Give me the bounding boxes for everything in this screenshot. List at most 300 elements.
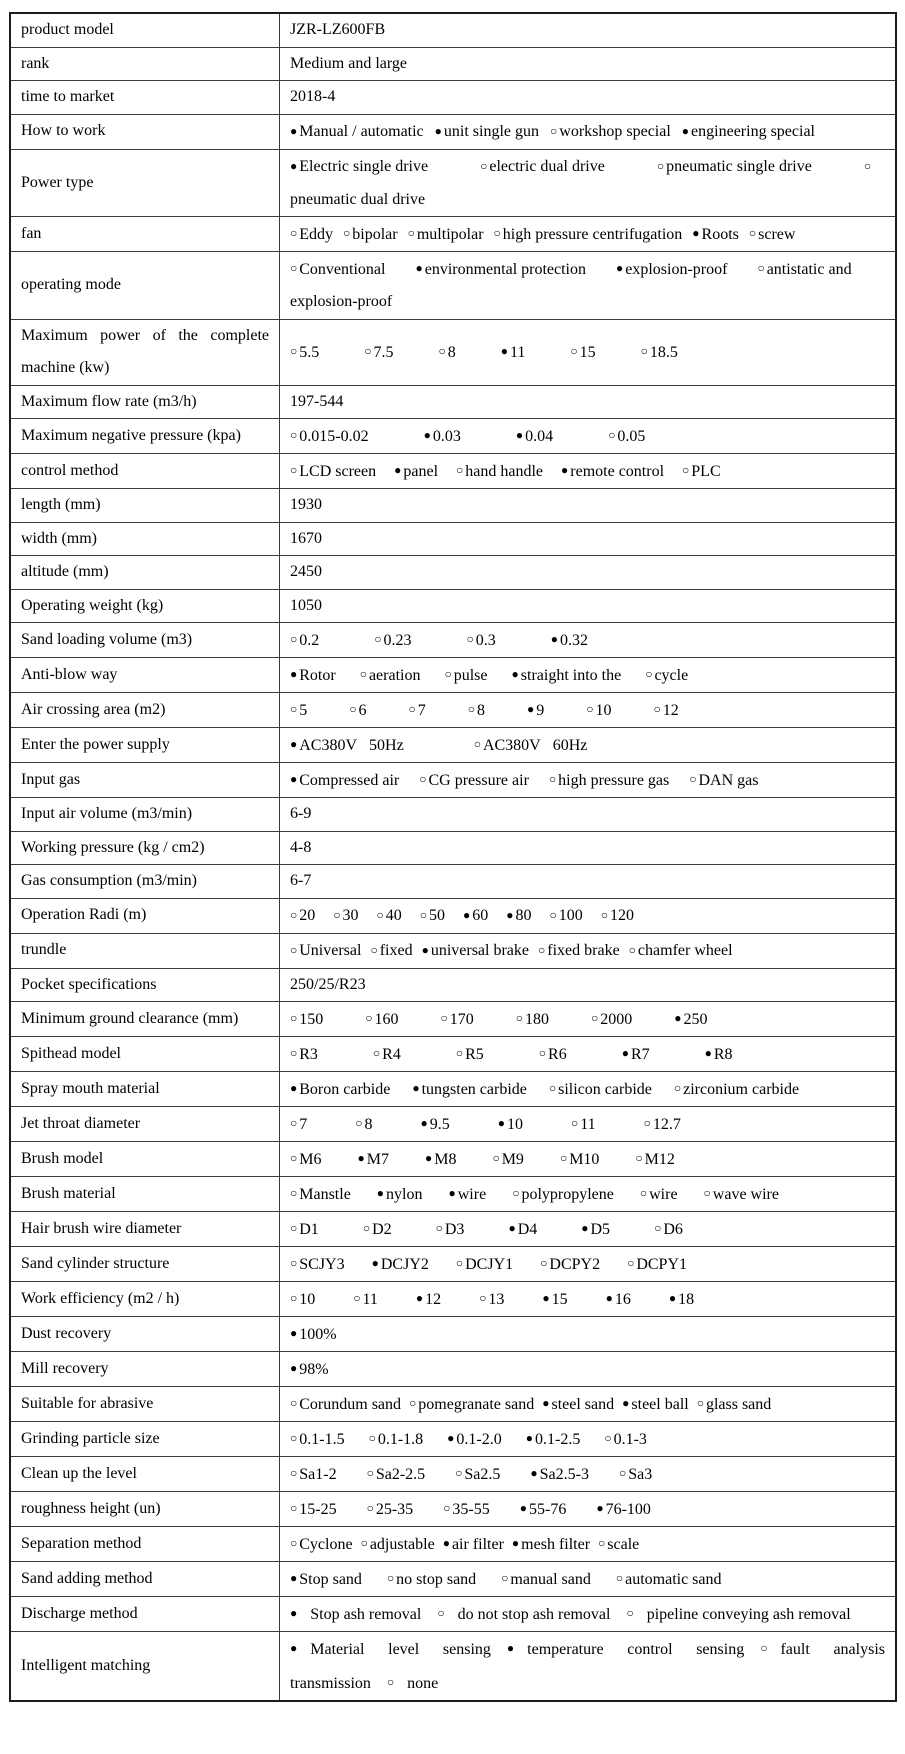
- option-label: high pressure centrifugation: [502, 225, 683, 243]
- row-value: 250/25/R23: [280, 968, 897, 1002]
- radio-filled-icon: ●: [674, 1011, 682, 1025]
- table-row: [10, 385, 896, 419]
- option: [608, 428, 645, 445]
- option-label: 12.7: [652, 1115, 681, 1133]
- option-label: R5: [465, 1045, 484, 1063]
- row-value: [280, 1387, 897, 1422]
- radio-filled-icon: ●: [681, 123, 690, 138]
- row-label: Suitable for abrasive: [10, 1387, 280, 1422]
- radio-empty-icon: ○: [359, 667, 367, 681]
- radio-filled-icon: ●: [290, 772, 298, 786]
- table-row: [10, 1177, 896, 1212]
- row-value: 2450: [280, 556, 897, 590]
- radio-empty-icon: ○: [643, 1116, 651, 1130]
- option: [674, 1081, 799, 1098]
- option: [674, 1011, 707, 1028]
- row-label: Maximum flow rate (m3/h): [10, 385, 280, 419]
- option-label: 15-25: [299, 1500, 337, 1518]
- option-label: 20: [299, 907, 316, 924]
- option: [480, 158, 605, 175]
- option-label: Stop ash removal: [310, 1605, 422, 1623]
- radio-filled-icon: ●: [561, 463, 569, 477]
- option: [290, 1536, 353, 1553]
- option: [629, 942, 733, 959]
- row-label: Gas consumption (m3/min): [10, 865, 280, 899]
- radio-empty-icon: ○: [290, 1011, 298, 1025]
- table-row: [10, 1597, 896, 1632]
- table-row: [10, 968, 896, 1002]
- option: [474, 737, 588, 754]
- option-label: aeration: [368, 666, 421, 684]
- radio-filled-icon: ●: [447, 1431, 455, 1445]
- option-label: DCJY2: [380, 1255, 429, 1273]
- option-label: 2000: [600, 1010, 633, 1028]
- option: [394, 463, 438, 480]
- table-row: [10, 1037, 896, 1072]
- option: [657, 158, 812, 175]
- option: [409, 702, 426, 719]
- option-label: D3: [444, 1220, 465, 1238]
- option-label: 80: [515, 907, 532, 924]
- row-label: Work efficiency (m2 / h): [10, 1282, 280, 1317]
- option: [439, 344, 456, 361]
- option-label: 50: [429, 907, 445, 924]
- table-row: [10, 623, 896, 658]
- radio-filled-icon: ●: [542, 1291, 550, 1305]
- row-label: product model: [10, 13, 280, 47]
- table-row: [10, 149, 896, 217]
- option-label: 7.5: [373, 343, 394, 361]
- option-label: pomegranate sand: [418, 1395, 535, 1413]
- option-label: 12: [662, 701, 679, 719]
- option: [290, 1256, 345, 1273]
- option: [290, 1291, 315, 1308]
- option: [420, 907, 445, 924]
- option-label: 100: [558, 907, 583, 924]
- spec-table: [9, 12, 897, 1702]
- option-label: 9: [536, 701, 545, 719]
- option: [516, 428, 553, 445]
- radio-empty-icon: ○: [628, 942, 636, 957]
- radio-filled-icon: ●: [415, 1291, 424, 1305]
- row-value: [280, 1352, 897, 1387]
- row-value: 1930: [280, 489, 897, 523]
- option: [387, 1675, 438, 1692]
- option-label: Rotor: [299, 666, 336, 684]
- row-value: [280, 1527, 897, 1562]
- option: [601, 907, 634, 924]
- option: [616, 1571, 722, 1588]
- option: [539, 1046, 567, 1063]
- table-row: [10, 865, 896, 899]
- radio-empty-icon: ○: [604, 1431, 612, 1445]
- radio-empty-icon: ○: [501, 1571, 509, 1585]
- radio-filled-icon: ●: [497, 1116, 505, 1130]
- radio-filled-icon: ●: [530, 1466, 538, 1480]
- option: [353, 1291, 378, 1308]
- option-label: straight into the: [520, 666, 622, 684]
- row-value: [280, 217, 897, 252]
- option-label: 120: [610, 907, 634, 924]
- option: [561, 463, 664, 480]
- radio-empty-icon: ○: [548, 772, 557, 786]
- row-value: [280, 1247, 897, 1282]
- table-row: [10, 1317, 896, 1352]
- row-label: Sand cylinder structure: [10, 1247, 280, 1282]
- row-value: [280, 1597, 897, 1632]
- radio-empty-icon: ○: [654, 1221, 662, 1235]
- option-label: zirconium carbide: [683, 1080, 800, 1098]
- option: [412, 1081, 527, 1098]
- option: [697, 1396, 772, 1413]
- option: [374, 632, 411, 649]
- radio-empty-icon: ○: [559, 1151, 568, 1165]
- option-label: automatic sand: [625, 1570, 722, 1588]
- row-value: [280, 1002, 897, 1037]
- option: [571, 1116, 596, 1133]
- row-label: control method: [10, 454, 280, 489]
- option: [581, 1221, 610, 1238]
- table-row: [10, 556, 896, 590]
- option-label: 0.1-3: [613, 1430, 647, 1448]
- radio-filled-icon: ●: [357, 1151, 365, 1165]
- option: [635, 1151, 674, 1168]
- row-label: operating mode: [10, 252, 280, 320]
- table-row: [10, 798, 896, 832]
- option: [692, 226, 739, 243]
- option-label: fixed brake: [547, 942, 620, 959]
- row-label: Spithead model: [10, 1037, 280, 1072]
- option-label: 76-100: [605, 1500, 651, 1518]
- option: [527, 702, 544, 719]
- radio-empty-icon: ○: [571, 1116, 579, 1130]
- option: [443, 1501, 490, 1518]
- option: [749, 226, 796, 243]
- radio-empty-icon: ○: [370, 942, 378, 957]
- row-value: [280, 728, 897, 763]
- radio-empty-icon: ○: [290, 1291, 298, 1305]
- option-label: Sa2.5: [464, 1465, 501, 1483]
- option-label: 0.015-0.02: [299, 427, 369, 445]
- option-label: 0.2: [299, 631, 320, 649]
- option-label: 0.32: [560, 631, 588, 649]
- option-label: 12: [425, 1290, 442, 1308]
- option: [369, 1431, 424, 1448]
- table-row: [10, 252, 896, 320]
- option-label: M7: [366, 1150, 389, 1168]
- option: [626, 1606, 850, 1623]
- radio-filled-icon: ●: [616, 261, 624, 275]
- radio-empty-icon: ○: [409, 1396, 417, 1410]
- option-label: none: [407, 1674, 439, 1692]
- option-label: Corundum sand: [299, 1395, 402, 1413]
- radio-empty-icon: ○: [653, 702, 661, 716]
- radio-empty-icon: ○: [656, 158, 665, 173]
- option-label: D4: [517, 1220, 538, 1238]
- radio-filled-icon: ●: [550, 632, 558, 646]
- radio-filled-icon: ●: [442, 1536, 450, 1550]
- option: [421, 1116, 450, 1133]
- option-label: 0.03: [432, 427, 461, 445]
- option: [357, 1151, 388, 1168]
- radio-empty-icon: ○: [290, 1186, 298, 1200]
- row-value: [280, 319, 897, 385]
- radio-empty-icon: ○: [493, 226, 501, 240]
- table-row: [10, 1282, 896, 1317]
- option-label: pulse: [453, 666, 488, 684]
- option: [455, 1466, 500, 1483]
- row-label: Minimum ground clearance (mm): [10, 1002, 280, 1037]
- option: [408, 226, 484, 243]
- row-value: [280, 1142, 897, 1177]
- row-value: [280, 114, 897, 149]
- option-label: 0.05: [617, 427, 646, 445]
- radio-empty-icon: ○: [466, 632, 474, 646]
- row-value: [280, 1212, 897, 1247]
- option: [682, 123, 815, 140]
- radio-empty-icon: ○: [290, 942, 298, 957]
- radio-empty-icon: ○: [618, 1466, 627, 1480]
- radio-filled-icon: ●: [542, 1396, 550, 1410]
- radio-empty-icon: ○: [368, 1431, 376, 1445]
- radio-empty-icon: ○: [467, 702, 475, 716]
- option-label: 0.1-2.5: [534, 1430, 581, 1448]
- row-label: Spray mouth material: [10, 1072, 280, 1107]
- option: [512, 1536, 590, 1553]
- option-label: screw: [758, 225, 796, 243]
- option: [290, 1571, 362, 1588]
- radio-filled-icon: ●: [506, 1641, 515, 1655]
- option: [645, 667, 688, 684]
- table-row: [10, 489, 896, 523]
- option-label: 170: [449, 1010, 474, 1028]
- radio-empty-icon: ○: [512, 1186, 520, 1200]
- row-label: Sand loading volume (m3): [10, 623, 280, 658]
- row-label: Grinding particle size: [10, 1422, 280, 1457]
- option-label: 7: [299, 1115, 308, 1133]
- option-label: 98%: [299, 1360, 329, 1378]
- radio-empty-icon: ○: [673, 1081, 682, 1095]
- option: [526, 1431, 581, 1448]
- option: [290, 1081, 390, 1098]
- option-label: Conventional: [299, 260, 386, 278]
- option: [290, 632, 319, 649]
- radio-filled-icon: ●: [500, 344, 508, 358]
- option: [501, 1571, 591, 1588]
- row-label: Input gas: [10, 763, 280, 798]
- option-label: pneumatic dual drive: [290, 190, 426, 208]
- radio-empty-icon: ○: [290, 1431, 298, 1445]
- radio-empty-icon: ○: [355, 1116, 363, 1130]
- option: [542, 1291, 567, 1308]
- option-label: manual sand: [510, 1570, 591, 1588]
- table-row: [10, 319, 896, 385]
- radio-empty-icon: ○: [608, 428, 616, 442]
- option-label: air filter: [451, 1535, 504, 1553]
- row-value: [280, 1317, 897, 1352]
- option-label: DCPY2: [549, 1255, 601, 1273]
- radio-empty-icon: ○: [343, 226, 351, 240]
- option-label: silicon carbide: [558, 1080, 652, 1098]
- radio-empty-icon: ○: [473, 737, 481, 751]
- row-value: JZR-LZ600FB: [280, 13, 897, 47]
- option-label: 0.23: [383, 631, 412, 649]
- option: [456, 1256, 513, 1273]
- option-label: SCJY3: [299, 1255, 345, 1273]
- option: [377, 1186, 423, 1203]
- option-label: multipolar: [416, 225, 484, 243]
- option-label: 160: [374, 1010, 399, 1028]
- table-row: [10, 1142, 896, 1177]
- row-value: [280, 1632, 897, 1702]
- radio-empty-icon: ○: [376, 907, 384, 922]
- option: [290, 226, 333, 243]
- radio-filled-icon: ●: [290, 1641, 298, 1655]
- row-value: [280, 1177, 897, 1212]
- row-value: [280, 1562, 897, 1597]
- option: [360, 667, 421, 684]
- row-label: length (mm): [10, 489, 280, 523]
- radio-empty-icon: ○: [492, 1151, 500, 1165]
- radio-empty-icon: ○: [362, 1221, 371, 1235]
- option-label: Compressed air: [299, 771, 400, 789]
- option-label: 13: [488, 1290, 505, 1308]
- row-label: Operation Radi (m): [10, 898, 280, 933]
- row-label: Sand adding method: [10, 1562, 280, 1597]
- option-label: Universal: [299, 942, 362, 959]
- table-row: [10, 1457, 896, 1492]
- option-label: wave wire: [712, 1185, 779, 1203]
- option-label: workshop special: [559, 123, 671, 140]
- option-label: wire: [457, 1185, 487, 1203]
- row-value: 1050: [280, 589, 897, 623]
- option: [538, 942, 620, 959]
- option: [549, 772, 669, 789]
- row-label: roughness height (un): [10, 1492, 280, 1527]
- row-label: Intelligent matching: [10, 1632, 280, 1702]
- radio-empty-icon: ○: [290, 1116, 298, 1130]
- table-row: [10, 1072, 896, 1107]
- radio-empty-icon: ○: [757, 261, 765, 275]
- radio-filled-icon: ●: [424, 1151, 433, 1165]
- option-label: 5: [299, 701, 308, 719]
- row-value: [280, 1457, 897, 1492]
- table-row: [10, 81, 896, 115]
- radio-filled-icon: ●: [420, 1116, 428, 1130]
- option-label: temperature control sensing: [527, 1640, 745, 1658]
- option-label: 6: [358, 701, 367, 719]
- option-label: 9.5: [429, 1115, 450, 1133]
- row-value: [280, 898, 897, 933]
- radio-filled-icon: ●: [692, 226, 700, 240]
- radio-empty-icon: ○: [290, 226, 298, 240]
- radio-empty-icon: ○: [290, 702, 298, 716]
- table-row: [10, 1352, 896, 1387]
- option-label: Eddy: [299, 225, 334, 243]
- row-value: 6-7: [280, 865, 897, 899]
- option: [387, 1571, 476, 1588]
- table-row: [10, 1002, 896, 1037]
- option: [520, 1501, 567, 1518]
- option: [640, 1186, 678, 1203]
- radio-empty-icon: ○: [290, 1396, 298, 1410]
- option-label: DCJY1: [465, 1255, 514, 1273]
- option: [616, 261, 727, 278]
- option-label: Sa2-2.5: [375, 1465, 426, 1483]
- option-label: scale: [607, 1535, 640, 1553]
- option-label: M12: [644, 1150, 675, 1168]
- radio-empty-icon: ○: [570, 344, 578, 358]
- radio-filled-icon: ●: [376, 1186, 385, 1200]
- radio-empty-icon: ○: [290, 1536, 298, 1550]
- option-label: explosion-proof: [625, 260, 728, 278]
- option-label: R8: [713, 1045, 733, 1063]
- option-label: pipeline conveying ash removal: [646, 1605, 851, 1623]
- option: [437, 1606, 610, 1623]
- option-label: chamfer wheel: [637, 942, 733, 959]
- option: [506, 907, 531, 924]
- table-row: [10, 217, 896, 252]
- option-label: AC380V 50Hz: [299, 736, 404, 754]
- option: [560, 1151, 599, 1168]
- row-value: [280, 933, 897, 968]
- radio-empty-icon: ○: [290, 1046, 298, 1060]
- row-label: Discharge method: [10, 1597, 280, 1632]
- row-value: Medium and large: [280, 47, 897, 81]
- radio-filled-icon: ●: [506, 907, 514, 922]
- radio-filled-icon: ●: [290, 158, 298, 173]
- table-row: [10, 1247, 896, 1282]
- option: [290, 1466, 337, 1483]
- row-label: Power type: [10, 149, 280, 217]
- option-label: steel ball: [631, 1395, 689, 1413]
- radio-empty-icon: ○: [748, 226, 757, 240]
- option-label: 11: [510, 343, 526, 361]
- radio-empty-icon: ○: [550, 123, 558, 138]
- option-label: PLC: [691, 462, 721, 480]
- option-label: adjustable: [369, 1535, 435, 1553]
- radio-empty-icon: ○: [435, 1221, 443, 1235]
- row-label: Separation method: [10, 1527, 280, 1562]
- radio-empty-icon: ○: [548, 1081, 557, 1095]
- option-label: D6: [663, 1220, 683, 1238]
- option-label: 16: [614, 1290, 631, 1308]
- option: [549, 1081, 652, 1098]
- radio-filled-icon: ●: [423, 428, 431, 442]
- option: [498, 1116, 523, 1133]
- option: [370, 942, 412, 959]
- option-label: 10: [299, 1290, 316, 1308]
- option: [550, 123, 671, 140]
- table-row: [10, 1527, 896, 1562]
- option: [290, 261, 385, 278]
- radio-empty-icon: ○: [353, 1291, 361, 1305]
- option: [290, 1326, 337, 1343]
- radio-filled-icon: ●: [434, 123, 442, 138]
- radio-empty-icon: ○: [372, 1046, 381, 1060]
- radio-empty-icon: ○: [437, 1606, 445, 1620]
- radio-filled-icon: ●: [605, 1291, 613, 1305]
- radio-empty-icon: ○: [333, 907, 341, 922]
- table-row: [10, 589, 896, 623]
- option-label: Material level sensing: [310, 1640, 491, 1658]
- option-label: 8: [447, 343, 456, 361]
- option-label: 100%: [299, 1325, 337, 1343]
- option: [425, 1151, 456, 1168]
- table-row: [10, 1632, 896, 1702]
- option-label: wire: [649, 1185, 678, 1203]
- radio-filled-icon: ●: [596, 1501, 604, 1515]
